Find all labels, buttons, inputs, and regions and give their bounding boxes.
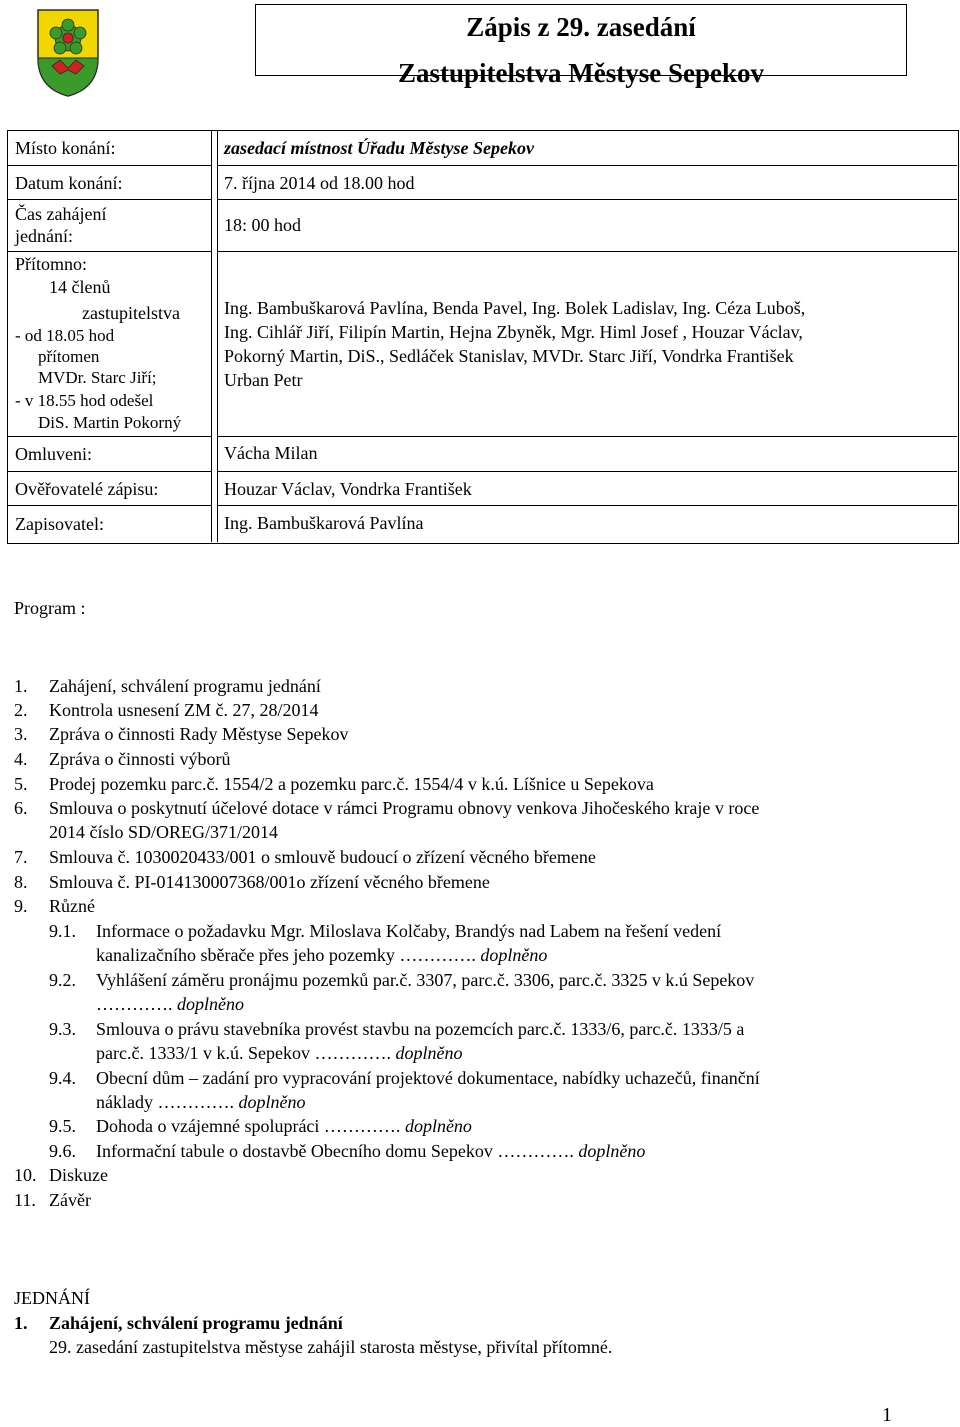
start-label-line1: Čas zahájení <box>15 204 107 224</box>
item-text: Zpráva o činnosti výborů <box>49 749 231 769</box>
table-rule <box>7 199 212 200</box>
item-number: 9.6. <box>49 1141 76 1161</box>
item-text: Dohoda o vzájemné spolupráci …………. <box>96 1116 401 1136</box>
item-number: 4. <box>14 749 28 769</box>
coat-of-arms-logo <box>8 4 128 98</box>
item-text: Vyhlášení záměru pronájmu pozemků par.č. 3307, parc.č. 3306, parc.č. 3325 v k.ú Sepekov <box>96 970 755 990</box>
table-rule <box>217 251 957 252</box>
item-text: Smlouva o poskytnutí účelové dotace v rámci Programu obnovy venkova Jihočeského kraje v roce <box>49 798 760 818</box>
item-text: Závěr <box>49 1190 91 1210</box>
item-number: 7. <box>14 847 28 867</box>
table-rule <box>7 165 212 166</box>
present-note-departure-2: DiS. Martin Pokorný <box>38 413 182 432</box>
status-note: doplněno <box>233 1092 306 1112</box>
item-text: Obecní dům – zadání pro vypracování projektové dokumentace, nabídky uchazečů, finanční <box>96 1068 760 1088</box>
present-note-arrival-2: přítomen <box>38 347 100 366</box>
present-count-unit: zastupitelstva <box>82 303 180 323</box>
header-box <box>255 4 907 88</box>
table-rule <box>217 165 957 166</box>
table-rule <box>217 505 957 506</box>
item-number: 9.5. <box>49 1116 76 1136</box>
item-text: Kontrola usnesení ZM č. 27, 28/2014 <box>49 700 319 720</box>
proceedings-text: 29. zasedání zastupitelstva městyse zahájil starosta městyse, přivítal přítomné. <box>49 1337 613 1357</box>
table-rule <box>7 251 212 252</box>
recorder-value: Ing. Bambuškarová Pavlína <box>224 513 424 533</box>
status-note: doplněno <box>172 994 244 1014</box>
present-members-line3: Pokorný Martin, DiS., Sedláček Stanislav, MVDr. Starc Jiří, Vondrka František <box>224 346 794 366</box>
table-rule <box>217 436 957 437</box>
item-number: 9.4. <box>49 1068 76 1088</box>
item-text: Prodej pozemku parc.č. 1554/2 a pozemku parc.č. 1554/4 v k.ú. Líšnice u Sepekova <box>49 774 654 794</box>
present-members-line1: Ing. Bambuškarová Pavlína, Benda Pavel, Ing. Bolek Ladislav, Ing. Céza Luboš, <box>224 298 806 318</box>
date-value: 7. října 2014 od 18.00 hod <box>224 173 415 193</box>
present-members-line4: Urban Petr <box>224 370 303 390</box>
excused-label: Omluveni: <box>15 444 92 464</box>
item-text: Informace o požadavku Mgr. Miloslava Kolčaby, Brandýs nad Labem na řešení vedení <box>96 921 722 941</box>
item-number: 1. <box>14 676 28 696</box>
item-number: 2. <box>14 700 28 720</box>
verifiers-value: Houzar Václav, Vondrka František <box>224 479 472 499</box>
item-number: 11. <box>14 1190 36 1210</box>
document-subtitle: Zastupitelstva Městyse Sepekov <box>398 58 764 88</box>
table-rule <box>217 199 957 200</box>
item-text: Smlouva č. 1030020433/001 o smlouvě budoucí o zřízení věcného břemene <box>49 847 596 867</box>
table-rule <box>7 471 212 472</box>
table-rule <box>7 505 212 506</box>
present-members-line2: Ing. Cihlář Jiří, Filipín Martin, Hejna Zbyněk, Mgr. Himl Josef , Houzar Václav, <box>224 322 803 342</box>
table-rule <box>7 436 212 437</box>
table-divider <box>211 130 212 542</box>
item-text: kanalizačního sběrače přes jeho pozemky …………. <box>96 945 476 965</box>
document-title: Zápis z 29. zasedání <box>466 12 696 42</box>
present-note-departure: - v 18.55 hod odešel <box>15 391 154 410</box>
item-number: 1. <box>14 1313 28 1333</box>
item-number: 9. <box>14 896 28 916</box>
item-number: 3. <box>14 724 28 744</box>
excused-value: Vácha Milan <box>224 443 318 463</box>
item-text: Informační tabule o dostavbě Obecního domu Sepekov …………. <box>96 1141 574 1161</box>
status-note: doplněno <box>400 1116 472 1136</box>
item-number: 9.2. <box>49 970 76 990</box>
item-text: Smlouva o právu stavebníka provést stavbu na pozemcích parc.č. 1333/6, parc.č. 1333/5 a <box>96 1019 745 1039</box>
present-note-arrival-3: MVDr. Starc Jiří; <box>38 368 157 387</box>
start-value: 18: 00 hod <box>224 215 302 235</box>
page-number: 1 <box>882 1404 892 1426</box>
item-text: Různé <box>49 896 95 916</box>
table-rule <box>217 471 957 472</box>
item-number: 9.3. <box>49 1019 76 1039</box>
item-text: 2014 číslo SD/OREG/371/2014 <box>49 822 279 842</box>
present-count: 14 členů <box>49 277 111 297</box>
table-divider <box>217 130 218 542</box>
item-number: 6. <box>14 798 28 818</box>
present-label: Přítomno: <box>15 254 88 274</box>
item-text: Diskuze <box>49 1165 108 1185</box>
status-note: doplněno <box>573 1141 646 1161</box>
proceedings-heading: JEDNÁNÍ <box>14 1288 90 1308</box>
recorder-label: Zapisovatel: <box>15 514 104 534</box>
item-text: Zpráva o činnosti Rady Městyse Sepekov <box>49 724 349 744</box>
status-note: doplněno <box>475 945 548 965</box>
item-number: 8. <box>14 872 28 892</box>
item-number: 5. <box>14 774 28 794</box>
program-heading: Program : <box>14 598 86 618</box>
item-number: 10. <box>14 1165 37 1185</box>
verifiers-label: Ověřovatelé zápisu: <box>15 479 159 499</box>
item-text: náklady …………. <box>96 1092 234 1112</box>
item-text: Smlouva č. PI-014130007368/001o zřízení věcného břemene <box>49 872 490 892</box>
date-label: Datum konání: <box>15 173 123 193</box>
item-title: Zahájení, schválení programu jednání <box>49 1313 343 1333</box>
present-note-arrival: - od 18.05 hod <box>15 326 115 345</box>
item-text: …………. <box>96 994 173 1014</box>
place-label: Místo konání: <box>15 138 116 158</box>
status-note: doplněno <box>390 1043 463 1063</box>
item-number: 9.1. <box>49 921 76 941</box>
item-text: parc.č. 1333/1 v k.ú. Sepekov …………. <box>96 1043 391 1063</box>
start-label-line2: jednání: <box>15 226 73 246</box>
place-value: zasedací místnost Úřadu Městyse Sepekov <box>224 138 534 158</box>
item-text: Zahájení, schválení programu jednání <box>49 676 321 696</box>
